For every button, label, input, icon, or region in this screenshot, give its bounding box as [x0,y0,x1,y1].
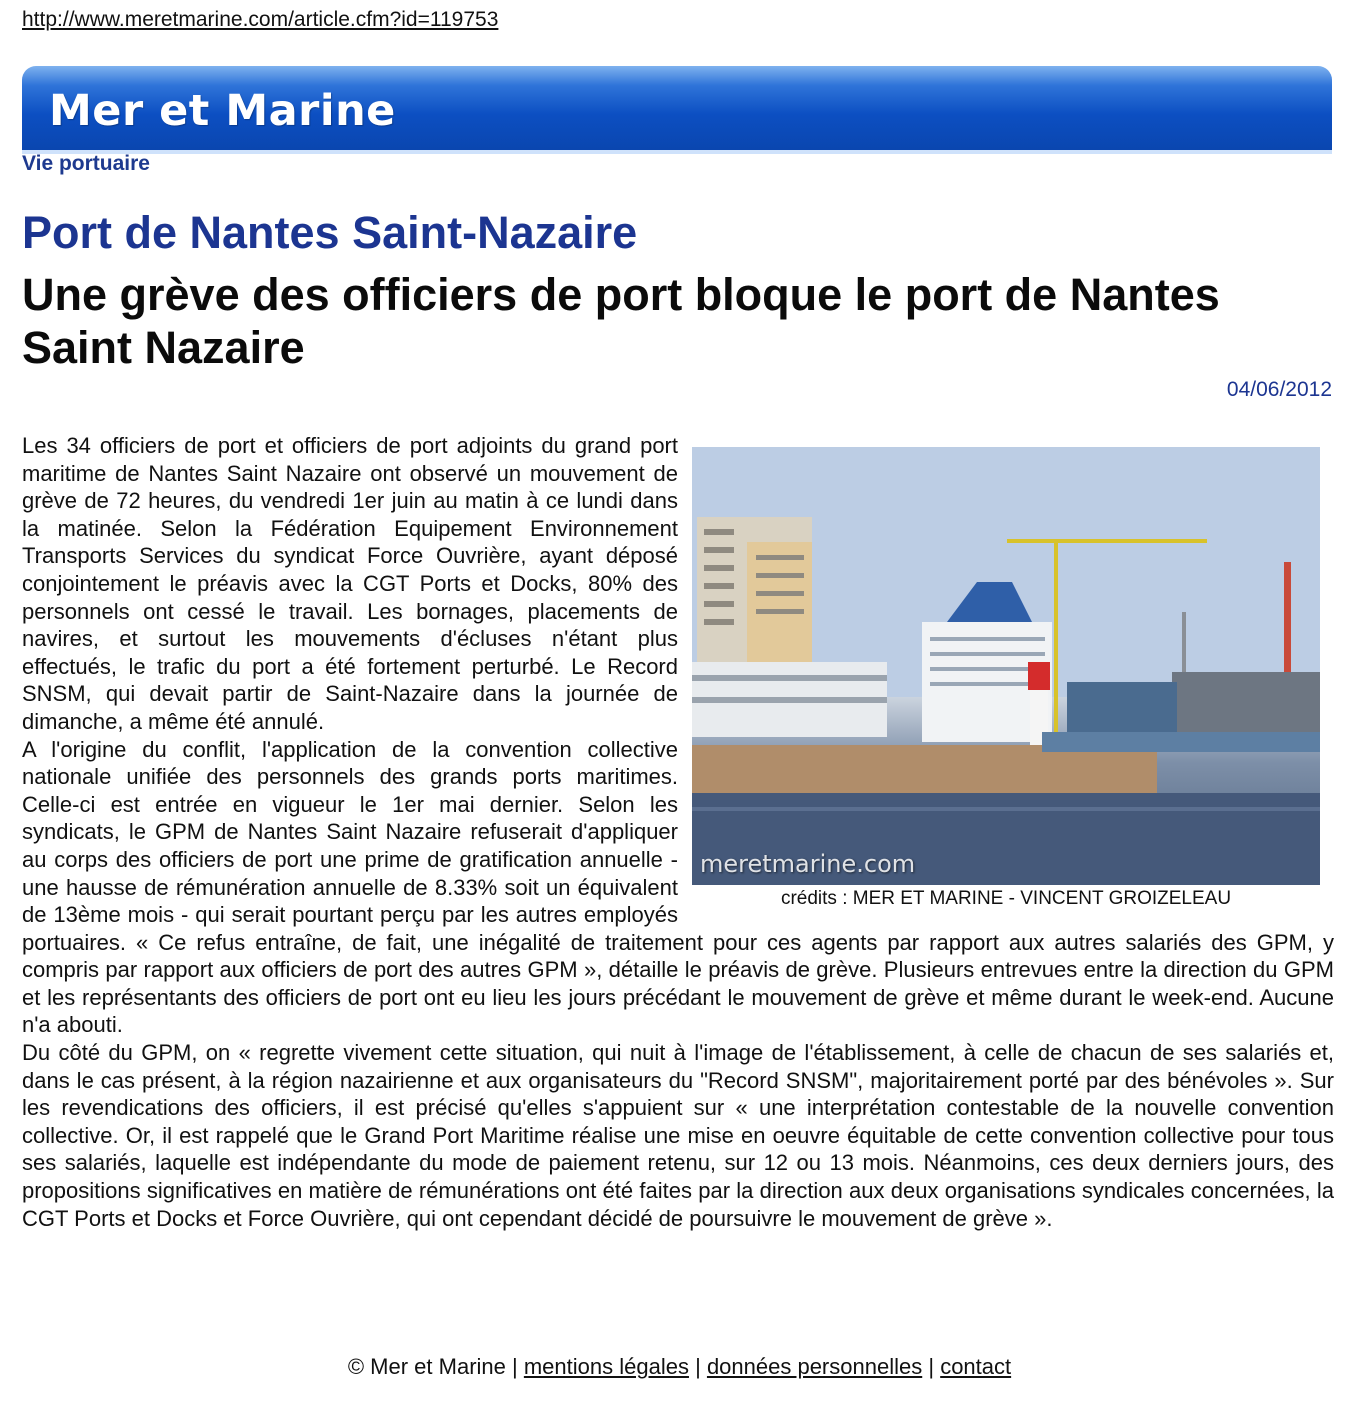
article-date: 04/06/2012 [1226,378,1332,401]
article-figure [692,447,1320,911]
legal-notice-link[interactable]: mentions légales [523,1354,689,1379]
article-photo [692,447,1320,885]
privacy-link[interactable]: données personnelles [706,1354,923,1379]
copyright-text: © Mer et Marine [347,1354,506,1379]
contact-link[interactable]: contact [940,1354,1012,1379]
source-url[interactable]: http://www.meretmarine.com/article.cfm?id=119753 [22,8,499,31]
article-body [22,432,1334,1232]
paragraph-1: Les 34 officiers de port et officiers de port adjoints du grand port maritime de Nantes Saint Nazaire ont observé un mouvement de grève de 72 heures, du vendredi 1er juin au matin à ce lundi dans la matinée. Selon la Fédération Equipement Environnement Transports Services du syndicat Force Ouvrière, ayant déposé conjointement le préavis avec la CGT Ports et Docks, 80% des personnels ont cessé le travail. Les bornages, placements de navires, et surtout les mouvements d'écluses n'étant plus effectués, le trafic du port a été fortement perturbé. Le Record SNSM, qui devait partir de Saint-Nazaire dans la journée de dimanche, a même été annulé. [22,433,678,734]
article-kicker: Port de Nantes Saint-Nazaire [22,207,638,258]
article-headline: Une grève des officiers de port bloque le port de Nantes Saint Nazaire [22,269,1220,373]
separator: | [512,1354,518,1379]
section-label[interactable]: Vie portuaire [22,152,150,175]
paragraph-3: Du côté du GPM, on « regrette vivement cette situation, qui nuit à l'image de l'établissement, à celle de chacun de ses salariés et, dans le cas présent, à la région nazairienne et aux organisateurs du "Record SNSM", majoritairement porté par des bénévoles ». Sur les revendications des officiers, il est précisé qu'elles s'appuient sur « une interprétation contestable de la nouvelle convention collective. Or, il est rappelé que le Grand Port Maritime réalise une mise en oeuvre équitable de cette convention collective pour tous ses salariés, laquelle est indépendante du mode de paiement retenu, sur 12 ou 13 mois. Néanmoins, ces deux derniers jours, des propositions significatives en matière de rémunérations ont été faites par la direction aux deux organisations syndicales concernées, la CGT Ports et Docks et Force Ouvrière, qui ont cependant décidé de poursuivre le mouvement de grève ». [22,1040,1334,1231]
port-scene-illustration [692,447,1320,885]
footer [0,1354,1359,1380]
paragraph-2: A l'origine du conflit, l'application de la convention collective nationale unifiée des personnels des grands ports maritimes. Celle-ci est entrée en vigueur le 1er mai dernier. Selon les syndicats, le GPM de Nantes Saint Nazaire refuserait d'appliquer au corps des officiers de port une prime de gratification annuelle - une hausse de rémunération annuelle de 8.33% soit un équivalent de 13ème mois - qui serait pourtant perçu par les autres employés portuaires. « Ce refus entraîne, de fait, une inégalité de traitement pour ces agents par rapport aux autres salariés des GPM, y compris par rapport aux officiers de port des autres GPM », détaille le préavis de grève. Plusieurs entrevues entre la direction du GPM et les représentants des officiers de port ont eu lieu les jours précédant le mouvement de grève et même durant le week-end. Aucune n'a abouti. [22,736,1334,1038]
site-banner [22,66,1332,154]
site-logo[interactable]: Mer et Marine [49,86,396,136]
photo-credit: crédits : MER ET MARINE - VINCENT GROIZELEAU [780,888,1232,909]
photo-watermark: meretmarine.com [700,850,916,879]
separator: | [695,1354,701,1379]
separator: | [928,1354,935,1379]
